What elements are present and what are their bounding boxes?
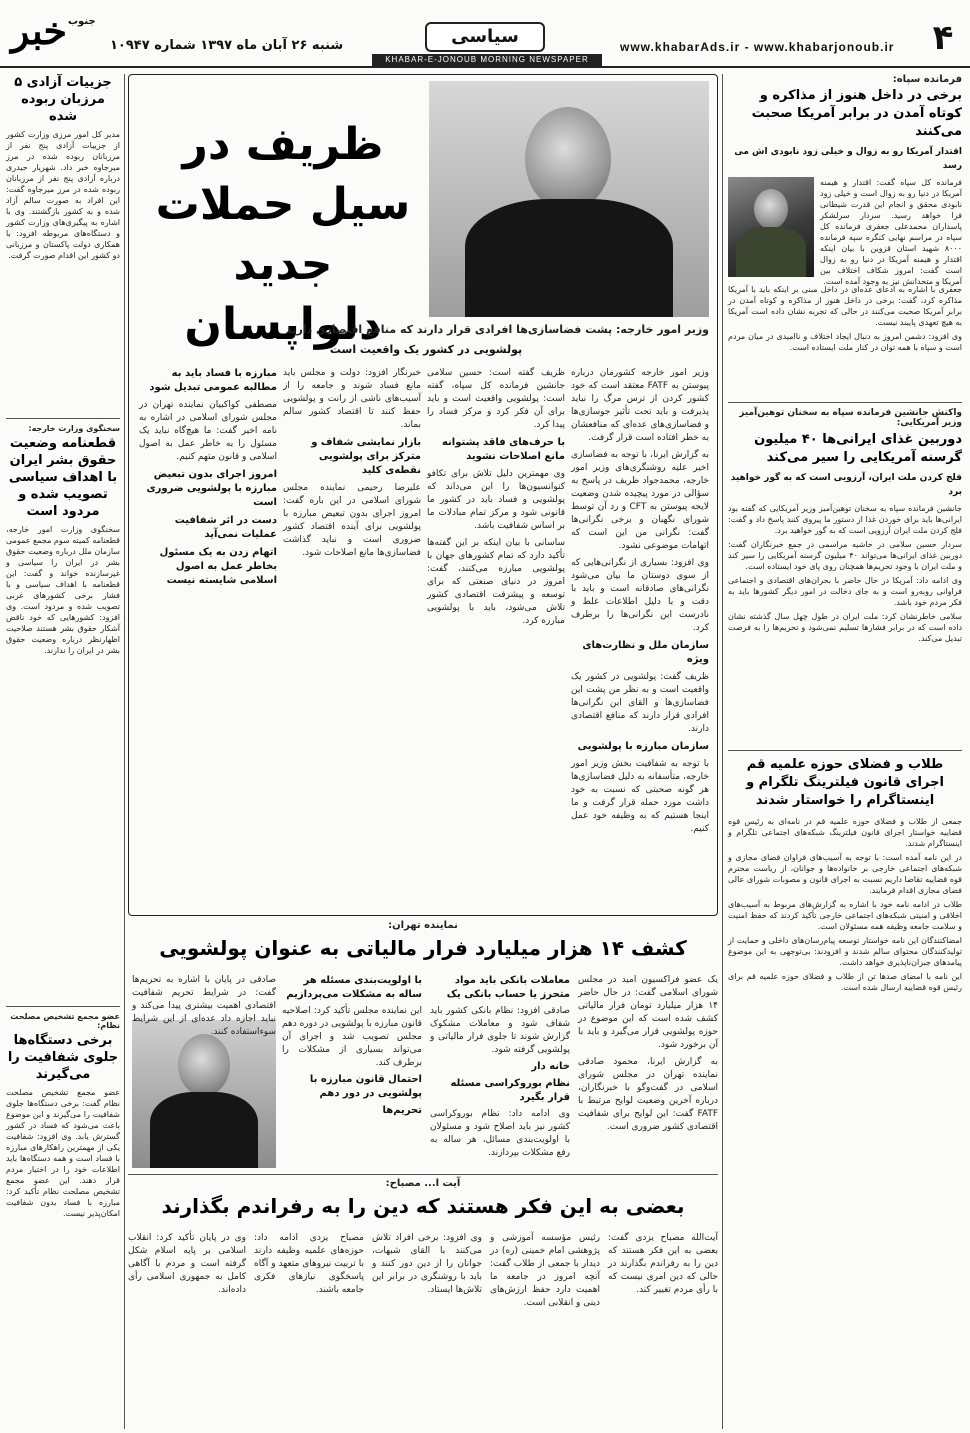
article-kicker: آیت ا... مصباح:: [385, 1178, 461, 1189]
article-kicker: عضو مجمع تشخیص مصلحت نظام:: [10, 1012, 120, 1030]
column-rule: [124, 74, 125, 1429]
face-shape: [178, 1034, 230, 1096]
article-body: طلاب در ادامه نامه خود با اشاره به گزارش‌های مربوط به آسیب‌های اخلاقی و امنیتی شبکه‌های اجتماعی خارجی تأکید کردند که حفظ امنیت و سلامت جامعه وظیفه همه مسئولان است.: [728, 900, 962, 931]
left-article-2: [6, 424, 120, 1002]
paper-subtitle: KHABAR-E-JONOUB MORNING NEWSPAPER: [372, 54, 602, 66]
bottom-col-5: [128, 1232, 246, 1428]
article-subhead: تحریم‌ها: [382, 1105, 422, 1116]
article-body: وی ادامه داد: نظام بوروکراسی کشور نیز باید اصلاح شود و مسئولان با اولویت‌بندی مسائل، هر ساله به رفع مشکلات بپردازند.: [430, 1109, 570, 1158]
article-body: وی افزود: بسیاری از نگرانی‌هایی که از سوی دوستان ما بیان می‌شود نگرانی‌های صادقانه است و باید با دقت و با دلیل اطلاعات غلط و نادرست این نگرانی‌ها را برطرف کرد.: [571, 558, 709, 633]
middle-col-2: [430, 974, 570, 1170]
site-url: www.khabarAds.ir - www.khabarjonoub.ir: [620, 40, 895, 54]
column-rule: [722, 74, 723, 1429]
section-label: سیاسی: [425, 22, 545, 52]
newspaper-logo-sub: جنوب: [68, 16, 96, 27]
article-body: به گزارش ایرنا، با توجه به فضاسازی اخیر علیه روشنگری‌های وزیر امور خارجه، محمدجواد ظریف در پاسخ به سؤالی در مورد پیچیده شدن وضعیت لایحه پیوستن به CFT و رد آن توسط شورای نگهبان و برخی نگرانی‌ها گفت: نگرانی من این است که اتهامات موضوعی نشود.: [571, 450, 709, 551]
article-body: ساسانی با بیان اینکه بر این گفته‌ها تأکید دارد که تمام کشورهای جهان با پولشویی مبارزه می‌کنند، گفت: امروز در دنیای صنعتی که برای توسعه و پیشرفت اقتصادی کشور تلاش می‌شود، باید با پولشویی مبارزه کرد.: [427, 538, 565, 626]
article-body: در این نامه آمده است: با توجه به آسیب‌های فراوان فضای مجازی و شبکه‌های اجتماعی خارجی بر خانواده‌ها و جوانان، از ریاست محترم قوه قضاییه تقاضا داریم نسبت به اجرای قانون و مصوبات شورای عالی فضای مجازی اقدام فرمایند.: [728, 853, 962, 895]
right-top-article: [728, 74, 962, 353]
bottom-col-2: [490, 1232, 600, 1428]
article-kicker: نماینده تهران:: [388, 920, 458, 931]
article-subhead: سازمان ملل و نظارت‌های ویژه: [582, 640, 709, 665]
commander-photo: [728, 177, 814, 277]
article-body: وی در پایان تأکید کرد: انقلاب اسلامی بر پایه اسلام شکل گرفته است و مردم با آگاهی کامل به جمهوری اسلامی رأی داده‌اند.: [128, 1233, 246, 1295]
article-headline: جزییات آزادی ۵ مرزبان ربوده شده: [14, 75, 112, 124]
left-article-3: [6, 1012, 120, 1429]
article-headline: بعضی به این فکر هستند که دین را به رفراندم بگذارند: [161, 1194, 685, 1218]
article-body: آیت‌الله مصباح یزدی گفت: بعضی به این فکر هستند که دین را به رفراندم بگذارند در حالی که دین امری نیست که با رأی مردم تغییر کند.: [608, 1233, 718, 1295]
face-shape: [525, 107, 611, 211]
article-body: رئیس مؤسسه آموزشی و پژوهشی امام خمینی (ره) در دیدار با جمعی از طلاب گفت: آنچه امروز در جامعه ما اهمیت دارد حفظ ارزش‌های دینی و انقلابی است.: [490, 1233, 600, 1308]
article-subhead: نظام بوروکراسی مسئله قرار بگیرد: [450, 1078, 570, 1103]
middle-col-1: [578, 974, 718, 1170]
lead-kicker: وزیر امور خارجه: پشت فضاسازی‌ها افرادی قرار دارند که منافع اقتصادی دارند: [285, 323, 709, 336]
article-subhead: با اولویت‌بندی مسئله هر ساله به مشکلات می‌پردازیم: [286, 975, 422, 1000]
middle-col-3: [282, 974, 422, 1170]
article-body: مصطفی کواکبیان نماینده تهران در مجلس شورای اسلامی در اشاره به نامه اخیر گفت: ما هیچ‌گاه نباید یک مسئول را به خاطر عمل به اصول اسلامی و قانون متهم کنیم.: [139, 400, 277, 462]
bottom-story: [128, 1178, 718, 1429]
article-body: وی مهمترین دلیل تلاش برای تکافو کنوانسیون‌ها را این می‌داند که پولشویی و فساد باید در کشور ما قانونی شود و مرکز تمام مبادلات ما بر اساس شفافیت باشد.: [427, 469, 565, 531]
article-subhead: سازمان مبارزه با پولشویی: [577, 741, 709, 752]
masthead-rule: [0, 66, 970, 68]
lead-col-1: [571, 367, 709, 907]
article-kicker: فرمانده سپاه:: [892, 74, 962, 85]
article-body: علیرضا رحیمی نماینده مجلس شورای اسلامی در این باره گفت: امروز اجرای بدون تبعیض مبارزه با پولشویی برای آینده اقتصاد کشور ضروری است و نباید گذاشت فضاسازی‌ها مانع اصلاحات شود.: [283, 483, 421, 558]
article-body: ظریف گفته است: حسین سلامی جانشین فرمانده کل سپاه، گفته است: پولشویی واقعیت است و باید برای آن فکر کرد و مرکز فساد را پیدا کرد.: [427, 368, 565, 430]
article-body: این نماینده مجلس تأکید کرد: اصلاحیه قانون مبارزه با پولشویی در دوره دهم مجلس تصویب شد و اجرای آن می‌تواند بسیاری از مشکلات را برطرف کند.: [281, 1006, 422, 1068]
middle-story: [128, 920, 718, 1170]
article-subhead: احتمال قانون مبارزه با پولشویی در دور دهم: [309, 1074, 422, 1099]
article-body: امضاکنندگان این نامه خواستار توسعه پیام‌رسان‌های داخلی و حمایت از تولیدکنندگان محتوای سالم شدند و افزودند: بی‌توجهی به این موضوع پیامدهای جبران‌ناپذیری خواهد داشت.: [728, 936, 962, 967]
article-subhead: خانه دار: [531, 1061, 570, 1072]
left-column: [6, 74, 120, 1429]
article-body: سخنگوی وزارت امور خارجه، قطعنامه کمیته سوم مجمع عمومی سازمان ملل درباره وضعیت حقوق بشر در ایران را سیاسی و غیرسازنده خواند و گفت: این قطعنامه با اهداف سیاسی و با فشار برخی کشورهای غربی تصویب شده و مردود است. وی افزود: کشورهایی که خود ناقض آشکار حقوق بشر هستند صلاحیت اظهارنظر درباره وضعیت حقوق بشر در ایران را ندارند.: [6, 525, 120, 655]
article-body: یک عضو فراکسیون امید در مجلس شورای اسلامی گفت: در حال حاضر ۱۴ هزار میلیارد تومان فرار مالیاتی کشف شده است که این موضوع در حوزه پولشویی قرار می‌گیرد و باید با آن برخورد شود.: [578, 975, 718, 1050]
article-headline: قطعنامه وضعیت حقوق بشر ایران با اهداف سیاسی تصویب شده و مردود است: [8, 436, 118, 519]
article-kicker: واکنش جانشین فرمانده سپاه به سخنان توهین‌آمیز وزیر آمریکایی:: [739, 408, 962, 428]
article-body: با توجه به شفافیت بخش وزیر امور خارجه، متأسفانه به دلیل فضاسازی‌ها هر گونه صحبتی که نسبت به خود داشت مورد حمله قرار گرفت و ما اینجا هستیم که به وظیفه خود عمل کنیم.: [571, 759, 709, 834]
article-body: مصباح یزدی ادامه داد: حوزه‌های علمیه وظیفه دارند با تربیت نیروهای متعهد و آگاه پاسخگوی نیازهای فکری جامعه باشند.: [254, 1233, 364, 1295]
suit-shape: [150, 1092, 258, 1168]
article-body: وی افزود: برخی افراد تلاش می‌کنند با القای شبهات، جوانان را از دین دور کنند و باید با روشنگری در برابر این تلاش‌ها ایستاد.: [372, 1233, 482, 1295]
article-body: وی افزود: دشمن امروز به دنبال ایجاد اختلاف و ناامیدی در میان مردم است و سپاه با همه توان در کنار ملت ایستاده است.: [728, 332, 962, 352]
lead-col-2: [427, 367, 565, 907]
article-body: این نامه با امضای صدها تن از طلاب و فضلای حوزه علمیه قم برای رئیس قوه قضاییه ارسال شده است.: [728, 972, 962, 992]
divider: [728, 750, 962, 751]
article-subhead: فلج کردن ملت ایران، آرزویی است که به گور خواهید برد: [730, 473, 962, 497]
article-kicker: سخنگوی وزارت خارجه:: [28, 424, 120, 433]
bottom-col-1: [608, 1232, 718, 1428]
article-subhead: اقتدار آمریکا رو به زوال و خیلی زود نابودی اش می رسد: [734, 147, 962, 171]
right-column: [728, 74, 962, 1429]
bottom-col-3: [372, 1232, 482, 1428]
article-subhead: امروز اجرای بدون تبعیض مبارزه با پولشویی ضروری است: [146, 469, 277, 508]
lead-col-3: [283, 367, 421, 907]
article-body: جانشین فرمانده سپاه به سخنان توهین‌آمیز وزیر آمریکایی که گفته بود ایرانی‌ها باید برای خوردن غذا از دستور ما پیروی کنند پاسخ داد و گفت: فلج کردن ملت ایران آرزویی است که به گور خواهید برد.: [728, 504, 962, 535]
article-body: وی ادامه داد: آمریکا در حال حاضر با بحران‌های اقتصادی و اجتماعی فراوانی روبه‌رو است و به جای دخالت در امور دیگر کشورها باید به فکر مردم خود باشد.: [728, 576, 962, 607]
uniform-shape: [736, 227, 806, 277]
article-body: فرمانده کل سپاه گفت: اقتدار و هیمنه آمریکا در دنیا رو به زوال است و خیلی زود نابودی محقق و انجام این قدرت شیطانی فرا خواهد رسید. سردار سرلشکر پاسداران محمدعلی جعفری فرمانده کل سپاه در مراسم نهایی کنگره سپه فرمانده ۸۰۰۰ شهید استان قزوین با بیان اینکه اقتدار و هیمنه آمریکا در دنیا رو به زوال است گفت: امروز شکاف اختلاف بین آمریکا و متحدانش نیز به وجود آمده است.: [820, 178, 962, 286]
minister-photo: [429, 81, 709, 317]
left-article-1: [6, 74, 120, 414]
article-body: وزیر امور خارجه کشورمان درباره پیوستن به FATF معتقد است که خود کشور کردن از ترس مرگ را نباید پذیرفت و باید تحت تأثیر جوسازی‌ها و فضاسازی‌های عده‌ای که منافعشان به خطر افتاده است قرار گرفت.: [571, 368, 709, 443]
article-subhead: معاملات بانکی باید مواد متحرز یا حساب بانکی یک: [446, 975, 570, 1000]
newspaper-logo: خبر: [11, 8, 67, 53]
article-body: صادقی در پایان با اشاره به تحریم‌ها گفت: در شرایط تحریم شفافیت اقتصادی اهمیت بیشتری پیدا می‌کند و نباید اجازه داد عده‌ای از این شرایط سوءاستفاده کنند.: [132, 975, 276, 1037]
article-body: خبرنگار افزود: دولت و مجلس باید مانع فساد شوند و جامعه را از آسیب‌های ناشی از رانت و پولشویی حفظ کنند تا اقتصاد کشور سالم بماند.: [283, 368, 421, 430]
bottom-col-4: [254, 1232, 364, 1428]
article-headline: برخی دستگاه‌ها جلوی شفافیت را می‌گیرند: [7, 1033, 119, 1082]
lead-story: [128, 74, 718, 916]
article-body: به گزارش ایرنا، محمود صادقی نماینده تهران در مجلس شورای اسلامی در گفت‌وگو با خبرنگاران، درباره آخرین وضعیت لوایح مرتبط با FATF گفت: این لوایح برای شفافیت اقتصادی کشور ضروری است.: [578, 1057, 718, 1132]
divider: [6, 1006, 120, 1007]
article-headline: کشف ۱۴ هزار میلیارد فرار مالیاتی به عنوان پولشویی: [159, 936, 687, 960]
article-body: سلامی خاطرنشان کرد: ملت ایران در طول چهل سال گذشته نشان داده است که در برابر فشارها تسلیم نمی‌شود و تحریم‌ها را به فرصت تبدیل می‌کند.: [728, 612, 962, 643]
article-body: سردار حسین سلامی در حاشیه مراسمی در جمع خبرنگاران گفت: دوربین غذای ایرانی‌ها می‌تواند ۴۰ میلیون گرسنه آمریکایی را سیر کند و ملت ایران با وجود تحریم‌ها همچنان روی پای خود ایستاده است.: [728, 540, 963, 571]
article-headline: طلاب و فضلای حوزه علمیه قم اجرای قانون فیلترینگ تلگرام و اینستاگرام را خواستار شدند: [746, 757, 944, 808]
article-body: صادقی افزود: نظام بانکی کشور باید شفاف شود و معاملات مشکوک گزارش شوند تا جلوی فرار مالیاتی و پولشویی گرفته شود.: [430, 1006, 570, 1055]
lead-subhead: پولشویی در کشور یک واقعیت است: [329, 343, 523, 356]
lead-headline: ظریف در سیل حملات جدید دلواپسان: [155, 119, 411, 350]
right-bottom-article: [728, 756, 962, 993]
lead-col-4: [139, 367, 277, 907]
article-body: عضو مجمع تشخیص مصلحت نظام گفت: برخی دستگاه‌ها جلوی شفافیت را می‌گیرند و این موضوع باعث می‌شود که فساد در کشور گسترش یابد. وی افزود: شفافیت یکی از مهمترین راهکارهای مبارزه با فساد است و همه دستگاه‌ها باید اطلاعات خود را در اختیار مردم قرار دهند. این عضو مجمع تشخیص مصلحت نظام تأکید کرد: مبارزه با فساد بدون شفافیت امکان‌پذیر نیست.: [6, 1088, 120, 1218]
article-headline: دوربین غذای ایرانی‌ها ۴۰ میلیون گرسنه آمریکایی را سیر می‌کند: [754, 432, 962, 465]
article-subhead: اتهام زدن به یک مسئول بخاطر عمل به اصول اسلامی شایسته نیست: [159, 547, 277, 586]
article-subhead: مبارزه با فساد باید به مطالبه عمومی تبدیل شود: [149, 368, 277, 393]
mp-photo: [132, 1020, 276, 1168]
article-body: جمعی از طلاب و فضلای حوزه علمیه قم در نامه‌ای به رئیس قوه قضاییه خواستار اجرای قانون فیلترینگ شبکه‌های اجتماعی تلگرام و اینستاگرام شدند.: [728, 817, 962, 848]
page-number: ۴: [932, 18, 954, 58]
article-subhead: بازار نمایشی شفاف و مترکز برای پولشویی نقطه‌ی کلید: [311, 437, 421, 476]
article-headline: برخی در داخل هنوز از مذاکره و کوتاه آمدن در برابر آمریکا صحبت می‌کنند: [751, 88, 962, 139]
right-mid-article: [728, 408, 962, 644]
article-body: جعفری با اشاره به ادعای عده‌ای در داخل مبنی بر اینکه باید با آمریکا مذاکره کرد، گفت: برخی در داخل هنوز از مذاکره و کوتاه آمدن در برابر آمریکا صحبت می‌کنند در حالی که تجربه نشان داده است آمریکا به هیچ تعهدی پایبند نیست.: [728, 285, 962, 327]
divider: [728, 402, 962, 403]
divider: [6, 418, 120, 419]
suit-shape: [465, 199, 673, 317]
article-body: ظریف گفت: پولشویی در کشور یک واقعیت است و به نظر من پشت این فضاسازی‌ها و القای این نگرانی‌ها افرادی قرار دارند که منافع اقتصادی دارند.: [571, 672, 709, 734]
masthead: [0, 0, 970, 68]
article-subhead: دست در اثر شفافیت عملیات نمی‌آید: [174, 515, 277, 540]
article-body: مدیر کل امور مرزی وزارت کشور از جزییات آزادی پنج نفر از مرزبانان ربوده شده در مرز میرجاوه خبر داد. شهریار حیدری درباره آزادی پنج نفر از مرزبانان ربوده شده در مرز میرجاوه گفت: این افراد به صورت سالم آزاد شده و به کشور بازگشتند. وی با اشاره به پیگیری‌های وزارت کشور و دستگاه‌های مربوطه افزود: با همکاری دولت پاکستان و مرزبانی دو کشور این اقدام صورت گرفت.: [6, 130, 120, 260]
divider: [128, 1174, 718, 1175]
article-subhead: با حرف‌های فاقد پشتوانه مانع اصلاحات نشوید: [441, 437, 565, 462]
issue-date-number: شنبه ۲۶ آبان ماه ۱۳۹۷ شماره ۱۰۹۴۷: [110, 38, 344, 53]
face-shape: [754, 189, 788, 229]
